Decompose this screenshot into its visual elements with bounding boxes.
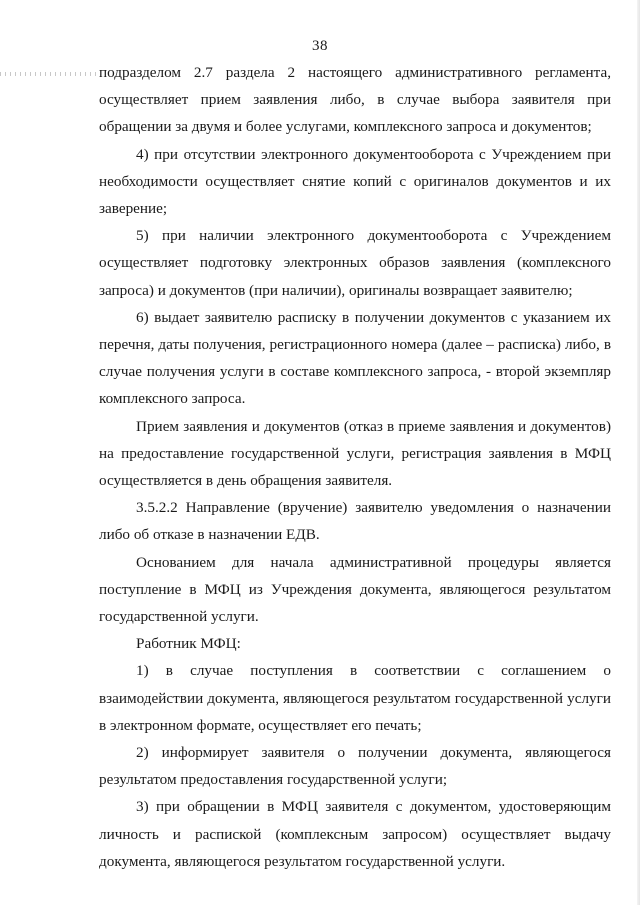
paragraph-mfc-worker: Работник МФЦ:: [136, 635, 241, 653]
paragraph-worker-item-3: 3) при обращении в МФЦ заявителя с документом, удостоверяющим личность и распиской (комплексным запросом) осуществляет выдачу документа, являющегося результатом государственной услуги.: [99, 798, 611, 870]
paragraph-worker-item-2: 2) информирует заявителя о получении документа, являющегося результатом предоставления государственной услуги;: [99, 744, 611, 789]
paragraph-basis: Основанием для начала административной процедуры является поступление в МФЦ из Учреждения документа, являющегося результатом государственной услуги.: [99, 553, 611, 626]
paragraph-item-4: 4) при отсутствии электронного документооборота с Учреждением при необходимости осуществляет снятие копий с оригиналов документов и их заверение;: [99, 145, 611, 218]
document-body: [99, 59, 611, 875]
paragraph-registration: Прием заявления и документов (отказ в приеме заявления и документов) на предоставление государственной услуги, регистрация заявления в МФЦ осуществляется в день обращения заявителя.: [99, 417, 611, 490]
paragraph-item-6: 6) выдает заявителю расписку в получении документов с указанием их перечня, даты получения, регистрационного номера (далее – расписка) либо, в случае получения услуги в составе комплексного запроса, - второй экземпляр комплексного запроса.: [99, 308, 611, 408]
scan-speckle-mark: [0, 72, 98, 76]
section-heading-3-5-2-2: 3.5.2.2 Направление (вручение) заявителю уведомления о назначении либо об отказе в назначении ЕДВ.: [99, 499, 611, 544]
page-number: 38: [312, 38, 328, 54]
paragraph-continuation: подразделом 2.7 раздела 2 настоящего административного регламента, осуществляет прием заявления либо, в случае выбора заявителя при обращении за двумя и более услугами, комплексного запроса и документов;: [99, 64, 611, 136]
paragraph-item-5: 5) при наличии электронного документооборота с Учреждением осуществляет подготовку электронных образов заявления (комплексного запроса) и документов (при наличии), оригиналы возвращает заявителю;: [99, 227, 611, 299]
paragraph-worker-item-1: 1) в случае поступления в соответствии с соглашением о взаимодействии документа, являющегося результатом государственной услуги в электронном формате, осуществляет его печать;: [99, 662, 611, 734]
